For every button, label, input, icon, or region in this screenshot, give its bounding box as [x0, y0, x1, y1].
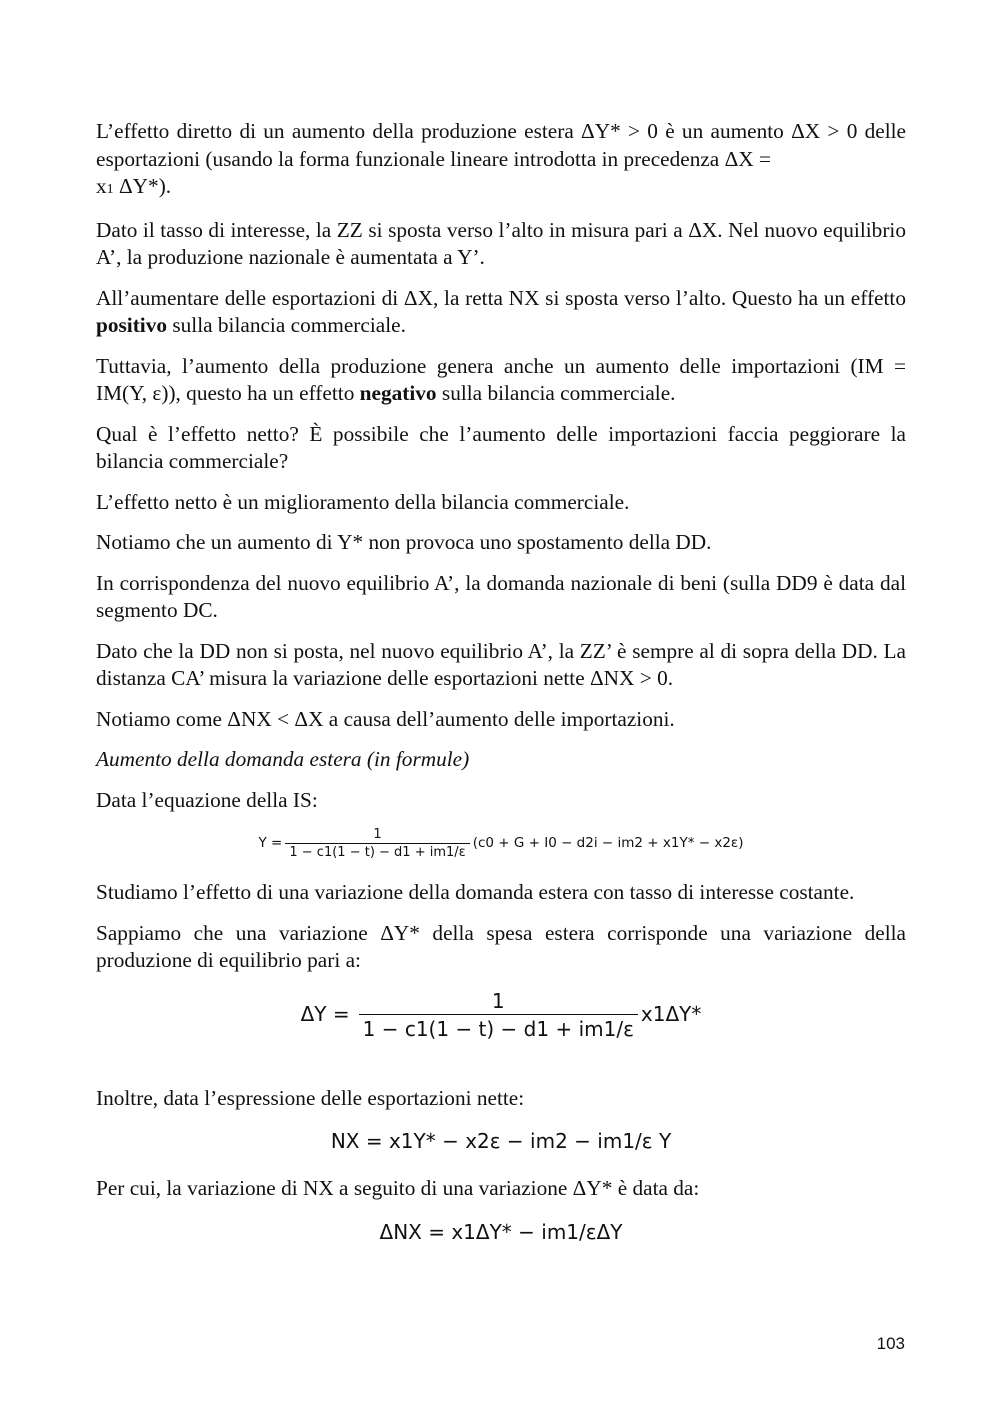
paragraph-10: Notiamo come ΔNX < ΔX a causa dell’aumento delle importazioni. — [96, 706, 675, 731]
paragraph-3: All’aumentare delle esportazioni di ΔX, la retta NX si sposta verso l’alto. Questo ha un effetto positivo sulla bilancia commerciale. — [96, 285, 906, 337]
is-equation-lhs: Y = — [258, 835, 283, 852]
delta-y-numerator: 1 — [491, 988, 505, 1013]
paragraph-4: Tuttavia, l’aumento della produzione genera anche un aumento delle importazioni (IM = IM(Y, ε)), questo ha un effetto negativo sulla bilancia commerciale. — [96, 353, 906, 405]
delta-y-equation — [96, 988, 906, 1043]
bold-positivo: positivo — [96, 313, 168, 337]
paragraph-6: L’effetto netto è un miglioramento della bilancia commerciale. — [96, 489, 630, 514]
is-equation-rhs: (c0 + G + I0 − d2i − im2 + x1Y* − x2ε) — [472, 835, 744, 852]
paragraph-13: Studiamo l’effetto di una variazione della domanda estera con tasso di interesse costante. — [96, 880, 855, 904]
paragraph-2: Dato il tasso di interesse, la ZZ si sposta verso l’alto in misura pari a ΔX. Nel nuovo equilibrio A’, la produzione nazionale è aumentata a Y’. — [96, 217, 906, 269]
delta-y-rhs: x1ΔY* — [640, 1002, 702, 1027]
paragraph-7: Notiamo che un aumento di Y* non provoca uno spostamento della DD. — [96, 530, 712, 554]
is-equation-numerator: 1 — [373, 827, 382, 842]
delta-y-lhs: ΔY = — [300, 1002, 350, 1027]
is-equation-denominator: 1 − c1(1 − t) − d1 + im1/ε — [285, 843, 469, 861]
delta-y-fraction — [359, 988, 638, 1043]
paragraph-1: L’effetto diretto di un aumento della produzione estera ΔY* > 0 è un aumento ΔX > 0 delle esportazioni (usando la forma funzionale lineare introdotta in precedenza ΔX = x1 ΔY*). — [96, 119, 906, 198]
delta-y-denominator: 1 − c1(1 − t) − d1 + im1/ε — [359, 1014, 638, 1043]
paragraph-14: Sappiamo che una variazione ΔY* della spesa estera corrisponde una variazione della produzione di equilibrio pari a: — [96, 920, 906, 972]
page-number: 103 — [876, 1334, 905, 1353]
paragraph-5: Qual è l’effetto netto? È possibile che l’aumento delle importazioni faccia peggiorare la bilancia commerciale? — [96, 421, 906, 473]
is-equation — [96, 827, 906, 861]
section-heading-italic: Aumento della domanda estera (in formule) — [96, 747, 470, 771]
is-equation-fraction — [285, 827, 469, 861]
document-page — [96, 118, 906, 1266]
delta-nx-equation: ΔNX = x1ΔY* − im1/εΔY — [379, 1219, 623, 1244]
paragraph-8: In corrispondenza del nuovo equilibrio A’, la domanda nazionale di beni (sulla DD9 è data dal segmento DC. — [96, 570, 906, 622]
nx-equation: NX = x1Y* − x2ε − im2 − im1/ε Y — [330, 1129, 672, 1154]
paragraph-15: Inoltre, data l’espressione delle esportazioni nette: — [96, 1085, 525, 1110]
paragraph-16: Per cui, la variazione di NX a seguito di una variazione ΔY* è data da: — [96, 1176, 700, 1200]
paragraph-9: Dato che la DD non si posta, nel nuovo equilibrio A’, la ZZ’ è sempre al di sopra della DD. La distanza CA’ misura la variazione delle esportazioni nette ΔNX > 0. — [96, 638, 906, 690]
bold-negativo: negativo — [359, 381, 437, 405]
paragraph-12: Data l’equazione della IS: — [96, 787, 318, 812]
